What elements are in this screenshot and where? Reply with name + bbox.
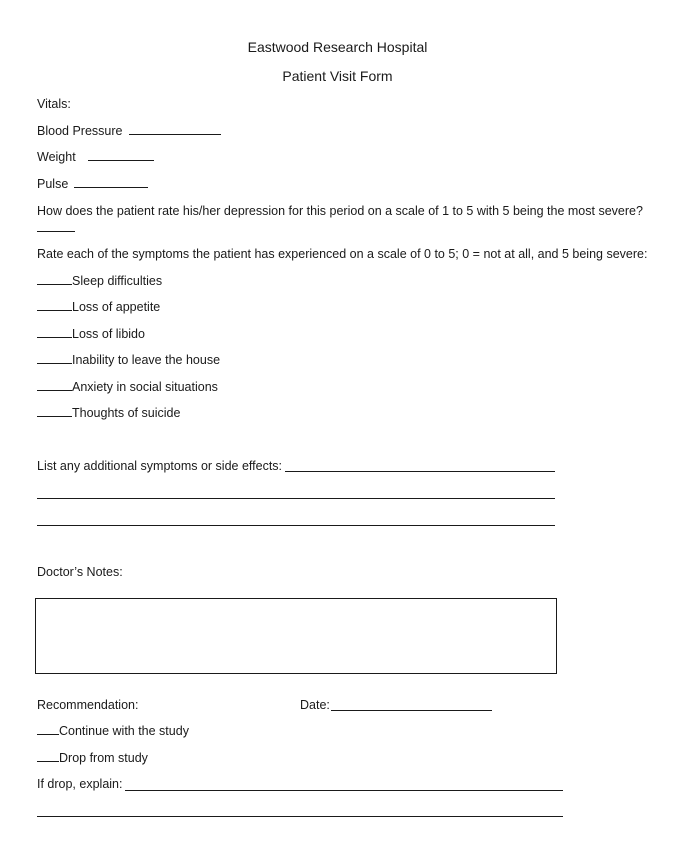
pulse-field[interactable] — [74, 176, 148, 188]
vitals-heading: Vitals: — [37, 97, 71, 111]
symptom-label: Anxiety in social situations — [72, 380, 218, 394]
recommendation-label: Recommendation: — [37, 698, 139, 712]
symptom-rating-field[interactable] — [37, 299, 72, 311]
blood-pressure-row — [37, 123, 221, 139]
drop-explain-field[interactable] — [125, 790, 563, 791]
depression-rating-field[interactable] — [37, 231, 75, 232]
symptom-rating-field[interactable] — [37, 405, 72, 417]
symptom-label: Inability to leave the house — [72, 353, 221, 367]
additional-symptoms-field[interactable] — [285, 471, 555, 472]
recommendation-option-row — [37, 723, 189, 739]
symptom-row — [37, 299, 160, 315]
symptom-label: Sleep difficulties — [72, 274, 163, 288]
symptom-label: Loss of libido — [72, 327, 145, 341]
symptom-label: Thoughts of suicide — [72, 406, 181, 420]
form-title: Patient Visit Form — [282, 68, 393, 84]
continue-option-label: Continue with the study — [59, 724, 189, 738]
recommendation-option-row — [37, 750, 148, 766]
drop-option-label: Drop from study — [59, 751, 148, 765]
symptom-label: Loss of appetite — [72, 300, 161, 314]
blood-pressure-field[interactable] — [129, 123, 221, 135]
symptom-row — [37, 352, 220, 368]
symptoms-instruction: Rate each of the symptoms the patient has experienced on a scale of 0 to 5; 0 = not at all, and 5 being severe: — [37, 247, 648, 261]
weight-field[interactable] — [88, 149, 154, 161]
symptom-row — [37, 379, 218, 395]
symptom-rating-field[interactable] — [37, 273, 72, 285]
weight-label: Weight — [37, 150, 76, 164]
symptom-rating-field[interactable] — [37, 352, 72, 364]
date-field[interactable] — [331, 710, 492, 711]
drop-explain-line[interactable] — [37, 816, 563, 817]
symptom-row — [37, 273, 162, 289]
drop-explain-label: If drop, explain: — [37, 777, 123, 791]
symptom-row — [37, 405, 180, 421]
symptom-rating-field[interactable] — [37, 379, 72, 391]
additional-symptoms-line[interactable] — [37, 498, 555, 499]
hospital-name: Eastwood Research Hospital — [247, 39, 428, 55]
doctors-notes-box[interactable] — [35, 598, 557, 674]
pulse-label: Pulse — [37, 177, 69, 191]
date-label: Date: — [300, 698, 330, 712]
blood-pressure-label: Blood Pressure — [37, 124, 123, 138]
additional-symptoms-label: List any additional symptoms or side effects: — [37, 459, 283, 473]
weight-row — [37, 149, 154, 165]
doctors-notes-label: Doctor’s Notes: — [37, 565, 123, 579]
continue-check-field[interactable] — [37, 723, 59, 735]
additional-symptoms-line[interactable] — [37, 525, 555, 526]
pulse-row — [37, 176, 148, 192]
symptom-row — [37, 326, 145, 342]
symptom-rating-field[interactable] — [37, 326, 72, 338]
depression-question: How does the patient rate his/her depression for this period on a scale of 1 to 5 with 5 being the most severe? — [37, 204, 643, 218]
drop-check-field[interactable] — [37, 750, 59, 762]
additional-symptoms-row — [37, 458, 282, 474]
